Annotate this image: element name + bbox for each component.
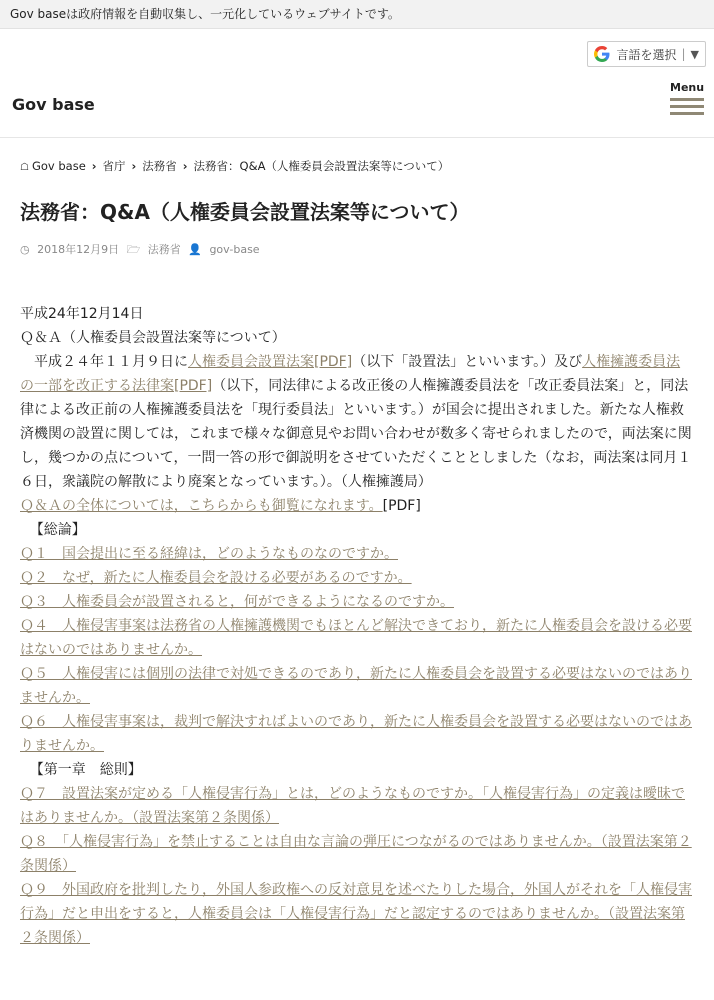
post-category[interactable]: 法務省 (147, 243, 181, 256)
folder-icon: 🗁 (126, 243, 141, 256)
language-select-label: 言語を選択 (616, 47, 677, 62)
question-link-q6[interactable]: Ｑ６ 人権侵害事案は，裁判で解決すればよいのであり，新たに人権委員会を設置する必要はないのではありませんか。 (20, 714, 692, 754)
bill-pdf-link[interactable]: 人権委員会設置法案[PDF] (188, 354, 353, 370)
home-icon: ☖ (20, 162, 29, 173)
divider: | (681, 47, 686, 61)
question-link-q7[interactable]: Ｑ７ 設置法案が定める「人権侵害行為」とは，どのようなものですか。「人権侵害行為」の定義は曖昧ではありませんか。（設置法案第２条関係） (20, 786, 685, 826)
hamburger-icon (670, 98, 704, 101)
breadcrumb-moj[interactable]: 法務省 (142, 159, 177, 173)
chevron-right-icon: › (131, 159, 137, 173)
article-body (20, 302, 694, 950)
question-link-q4[interactable]: Ｑ４ 人権侵害事案は法務省の人権擁護機関でもほとんど解決できており，新たに人権委員会を設ける必要はないのではありませんか。 (20, 618, 692, 658)
site-notice-text: Gov baseは政府情報を自動収集し、一元化しているウェブサイトです。 (10, 7, 400, 21)
google-g-icon (594, 46, 610, 62)
hamburger-icon (670, 105, 704, 108)
amendment-pdf-link[interactable]: 人権擁護委員法の一部を改正する法律案[PDF] (20, 354, 681, 394)
chevron-right-icon: › (182, 159, 188, 173)
question-link-q8[interactable]: Ｑ８ 「人権侵害行為」を禁止することは自由な言論の弾圧につながるのではありませんか。（設置法案第２条関係） (20, 834, 692, 874)
menu-button[interactable] (670, 81, 704, 119)
question-link-q3[interactable]: Ｑ３ 人権委員会が設置されると，何ができるようになるのですか。 (20, 594, 454, 610)
site-title[interactable]: Gov base (12, 95, 95, 114)
page-title: 法務省：Q&A（人権委員会設置法案等について） (20, 200, 470, 224)
menu-label: Menu (670, 81, 705, 94)
overall-qa-suffix: [PDF] (382, 498, 421, 514)
article-meta (20, 241, 694, 260)
overall-qa-link[interactable]: Ｑ＆Ａの全体については，こちらからも御覧になれます。 (20, 498, 383, 514)
question-link-q1[interactable]: Ｑ１ 国会提出に至る経緯は，どのようなものなのですか。 (20, 546, 398, 562)
site-header (0, 73, 714, 138)
breadcrumb-current: 法務省：Q&A（人権委員会設置法案等について） (193, 159, 450, 173)
translate-row (0, 29, 714, 73)
intro-text-2: （以下「設置法」といいます。）及び (352, 354, 583, 370)
chevron-down-icon: ▼ (690, 47, 699, 61)
breadcrumb-ministries[interactable]: 省庁 (102, 159, 126, 173)
question-link-q2[interactable]: Ｑ２ なぜ，新たに人権委員会を設ける必要があるのですか。 (20, 570, 412, 586)
section-general: 【総論】 (29, 522, 86, 538)
post-author[interactable]: gov-base (209, 243, 260, 256)
article-heading: Ｑ＆Ａ（人権委員会設置法案等について） (20, 330, 286, 346)
intro-text-3: （以下，同法律による改正後の人権擁護委員法を「改正委員法案」と，同法律による改正前の人権擁護委員法を「現行委員法」といいます。）が国会に提出されました。新たな人権救済機関の設置に関しては，これまで様々な御意見やお問い合わせが数多く寄せられましたので，両法案に関し，幾つかの点について，一問一答の形で御説明をさせていただくこととしました（なお，両法案は同月１６日，衆議院の解散により廃案となっています。）。（人権擁護局） (20, 378, 692, 490)
site-notice-bar (0, 0, 714, 29)
chevron-right-icon: › (91, 159, 97, 173)
release-date: 平成24年12月14日 (20, 306, 144, 322)
question-link-q5[interactable]: Ｑ５ 人権侵害には個別の法律で対処できるのであり，新たに人権委員会を設置する必要はないのではありませんか。 (20, 666, 692, 706)
overall-qa-row (20, 494, 694, 518)
clock-icon: ◷ (20, 243, 30, 256)
intro-text-1: 平成２４年１１月９日に (34, 354, 188, 370)
hamburger-icon (670, 112, 704, 115)
user-icon: 👤 (188, 243, 202, 256)
intro-paragraph (20, 350, 694, 494)
language-select[interactable] (587, 41, 706, 67)
post-date: 2018年12月9日 (37, 243, 120, 256)
breadcrumb (20, 158, 694, 174)
main-content (0, 158, 714, 950)
breadcrumb-home[interactable]: Gov base (31, 159, 86, 173)
section-chapter1: 【第一章 総則】 (29, 762, 142, 778)
question-link-q9[interactable]: Ｑ９ 外国政府を批判したり，外国人参政権への反対意見を述べたりした場合，外国人がそれを「人権侵害行為」だと申出をすると，人権委員会は「人権侵害行為」だと認定するのではありませんか。（設置法案第２条関係） (20, 882, 692, 946)
